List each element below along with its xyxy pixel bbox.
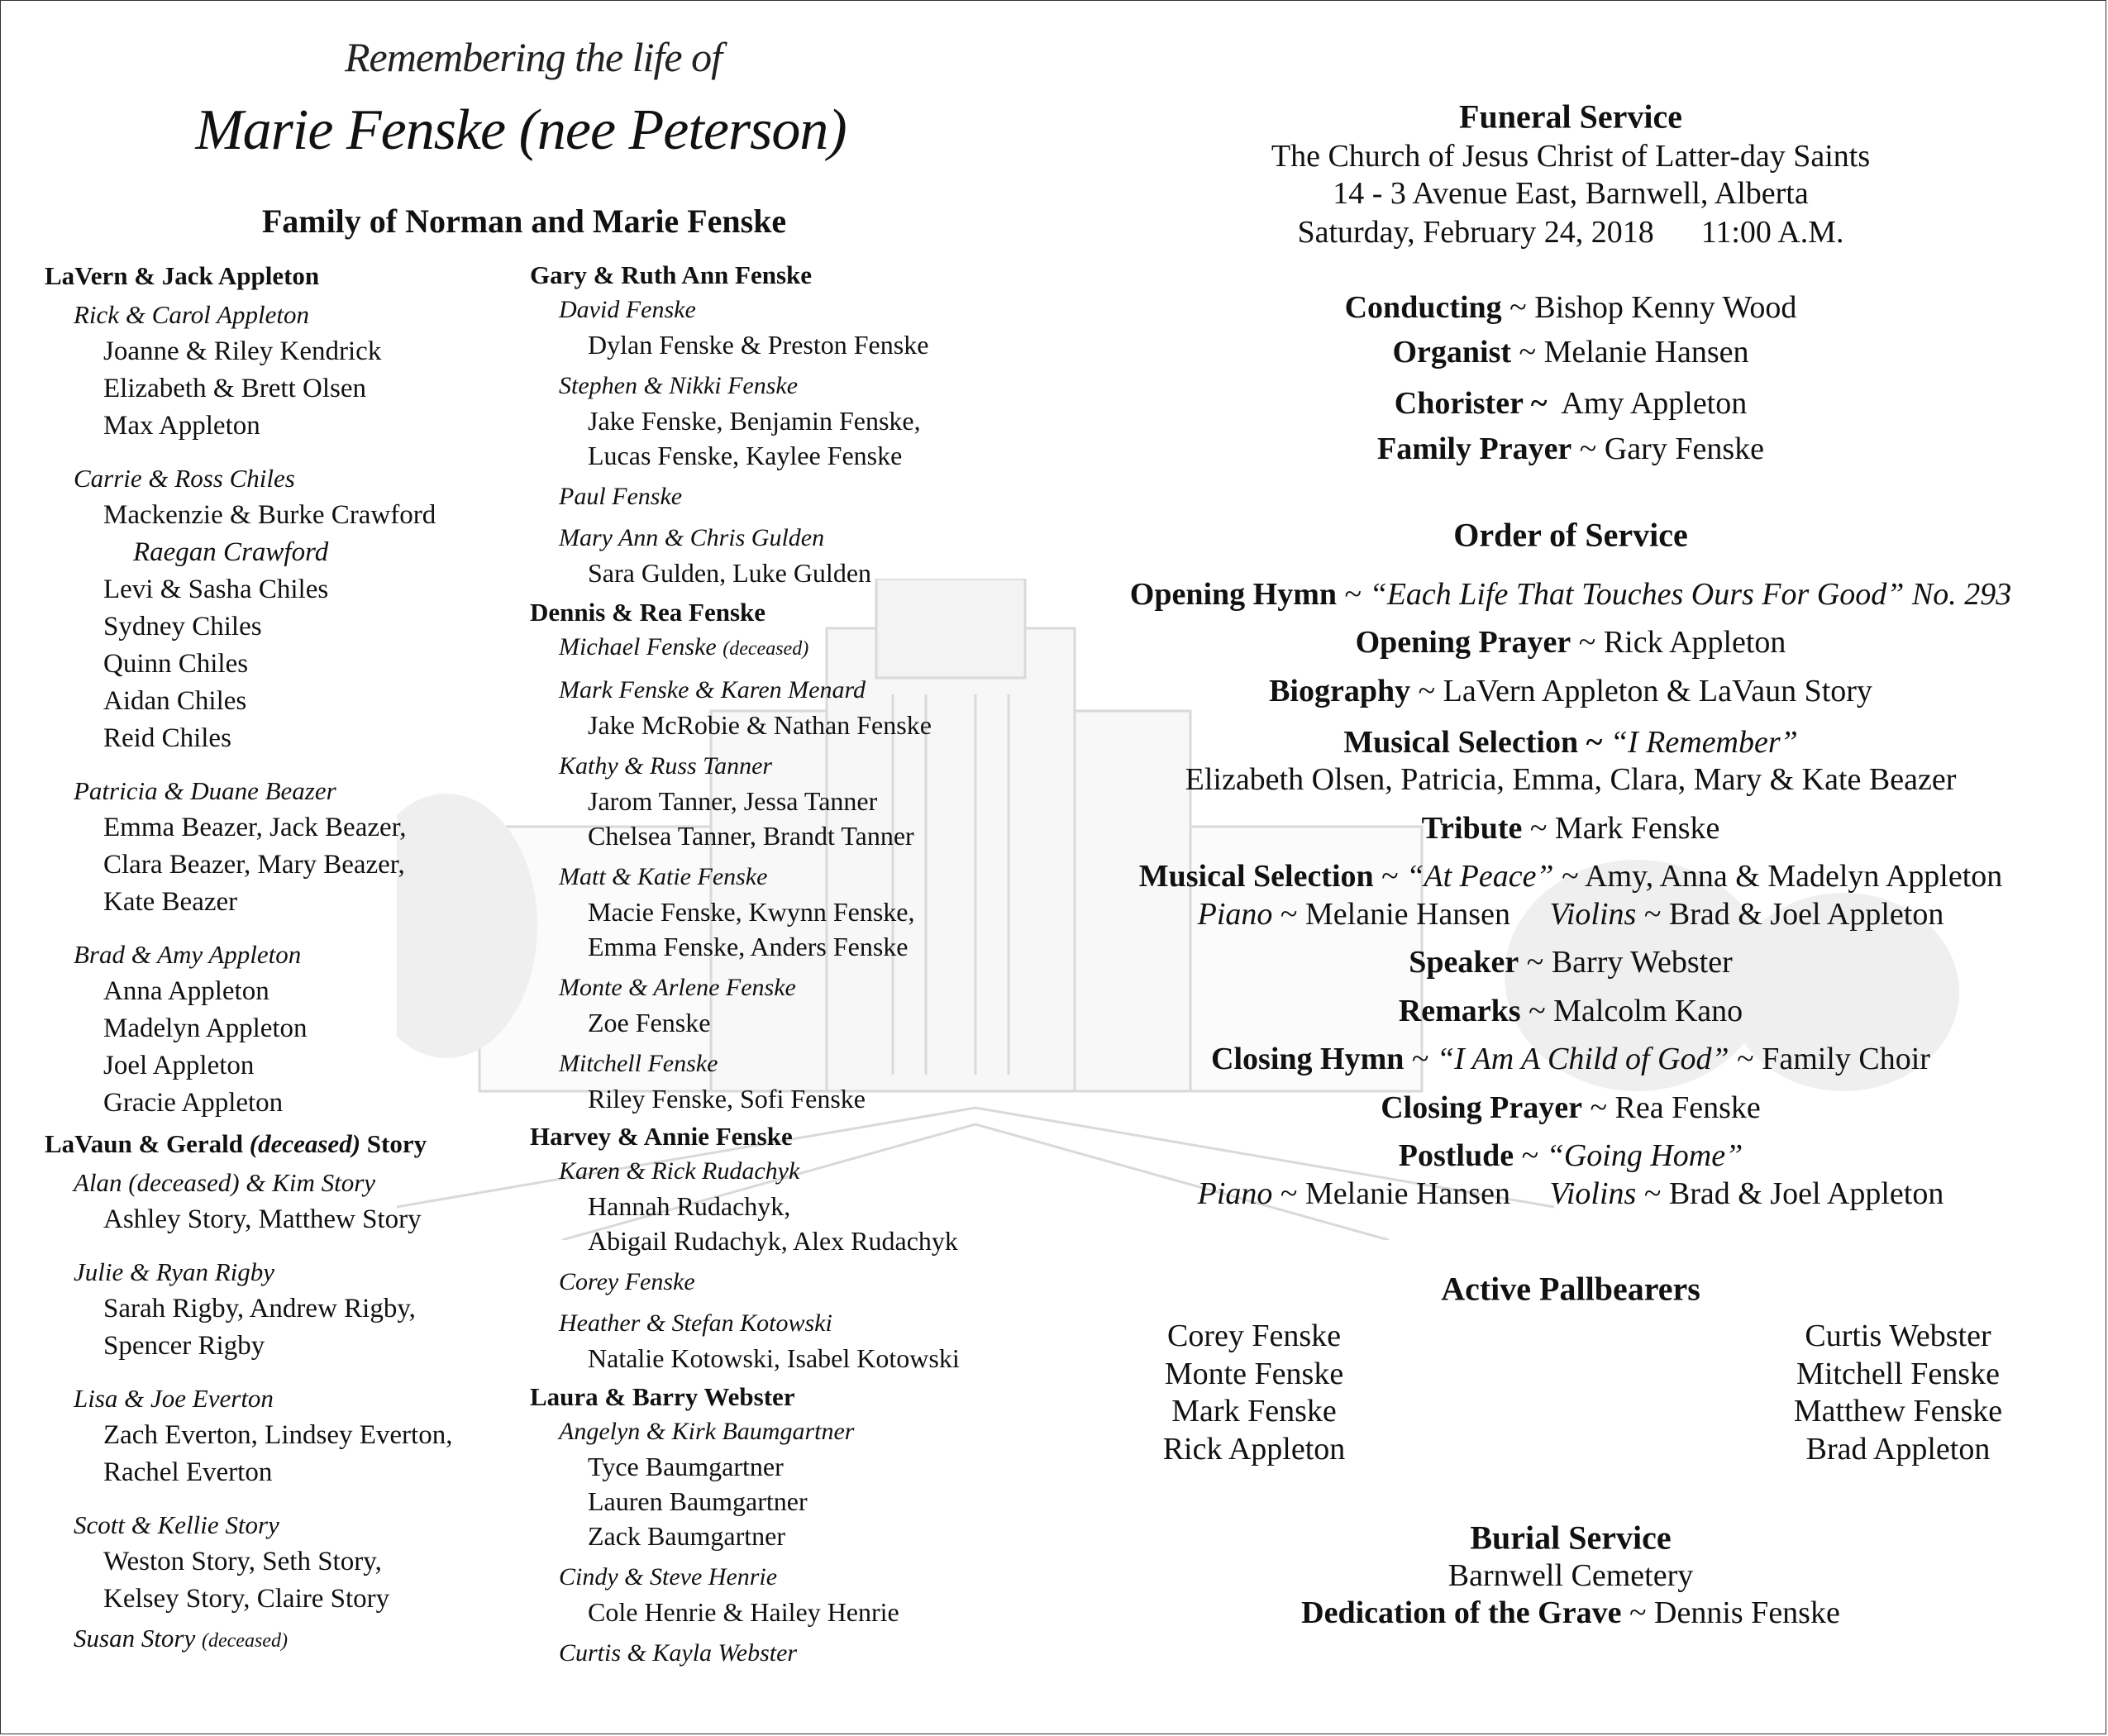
pallbearer-name: Rick Appleton: [1162, 1432, 1346, 1467]
program-text: Elizabeth Olsen, Patricia, Emma, Clara, Mary & Kate Beazer: [1185, 762, 1957, 797]
child-family-label: Mitchell Fenske: [559, 1050, 718, 1077]
program-text: Conducting: [1344, 290, 1502, 325]
child-family-label: Michael Fenske: [559, 633, 717, 661]
child-family-name: [530, 369, 928, 403]
program-text: No. 293: [1904, 577, 2012, 612]
program-line: [1392, 334, 1748, 370]
family-group: [530, 1380, 899, 1671]
program-text: Active Pallbearers: [1441, 1270, 1700, 1308]
child-family-label: David Fenske: [559, 296, 696, 323]
program-line: [1185, 761, 1957, 798]
grandchild-name: Lauren Baumgartner: [588, 1486, 808, 1516]
program-line: [1333, 175, 1808, 212]
family-group-heading: [530, 1119, 960, 1154]
program-text: Remarks: [1398, 994, 1521, 1028]
grandchild-name: Joel Appleton: [103, 1051, 255, 1080]
program-text: Biography: [1269, 674, 1411, 708]
child-family-name: [530, 971, 932, 1005]
program-text: Speaker: [1409, 945, 1519, 980]
grandchild-name: Sydney Chiles: [103, 612, 262, 641]
grandchild-name: Raegan Crawford: [133, 537, 329, 567]
section-heading: [1459, 98, 1682, 136]
program-text: Saturday, February 24, 2018 11:00 A.M.: [1297, 215, 1844, 250]
program-line: [1399, 993, 1743, 1029]
grandchild-name: Dylan Fenske & Preston Fenske: [588, 330, 929, 360]
deceased-note: (deceased): [723, 638, 809, 660]
child-family-label: Mark Fenske & Karen Menard: [559, 676, 866, 703]
program-text: ~ Melanie Hansen: [1272, 897, 1550, 932]
child-family-name: [530, 1265, 960, 1300]
child-family-name: [530, 1560, 899, 1595]
child-family-label: Carrie & Ross Chiles: [74, 464, 295, 493]
grandchild-name: Zoe Fenske: [588, 1008, 711, 1037]
family-group: [45, 1126, 452, 1660]
family-group-heading: [530, 1380, 899, 1414]
grandchild-name: Madelyn Appleton: [103, 1013, 308, 1043]
program-text: “Going Home”: [1546, 1138, 1743, 1173]
grandchild-name: Jarom Tanner, Jessa Tanner: [588, 786, 878, 816]
child-family-label: Lisa & Joe Everton: [74, 1384, 274, 1413]
program-text: ~ Bishop Kenny Wood: [1501, 290, 1797, 325]
child-family-label: Mary Ann & Chris Gulden: [559, 524, 825, 551]
program-line: [1269, 673, 1872, 709]
child-family-name: [530, 860, 932, 894]
program-line: [1377, 431, 1764, 467]
family-group: [530, 1119, 960, 1376]
child-family-name: [530, 749, 932, 784]
grandchild-name: Kate Beazer: [103, 887, 238, 917]
program-text: Amy Appleton: [1547, 386, 1748, 421]
grandchild-name: Spencer Rigby: [103, 1331, 265, 1361]
pallbearer-name: Brad Appleton: [1805, 1432, 1991, 1467]
child-family-name: [530, 479, 928, 514]
program-line: [1211, 1041, 1930, 1077]
program-text: Funeral Service: [1459, 98, 1682, 136]
program-text: Dedication of the Grave: [1301, 1595, 1622, 1630]
family-group: [45, 258, 436, 1122]
program-text: ~: [1514, 1138, 1547, 1173]
pallbearer-name: Matthew Fenske: [1793, 1394, 2003, 1428]
grandchild-name: Rachel Everton: [103, 1457, 273, 1487]
grandchild-name: Kelsey Story, Claire Story: [103, 1584, 390, 1614]
grandchild-name: Levi & Sasha Chiles: [103, 575, 329, 604]
grandchild-name: Chelsea Tanner, Brandt Tanner: [588, 821, 914, 851]
program-text: Piano: [1197, 1176, 1273, 1211]
grandchild-name: Abigail Rudachyk, Alex Rudachyk: [588, 1226, 958, 1256]
family-group-heading: [45, 1126, 452, 1162]
program-line: [1422, 810, 1720, 847]
child-family-name: [530, 1306, 960, 1341]
grandchild-name: Jake Fenske, Benjamin Fenske,: [588, 406, 921, 436]
program-line: [1198, 896, 1944, 932]
child-family-name: [530, 630, 932, 666]
program-text: Barnwell Cemetery: [1447, 1558, 1694, 1593]
heading-part: Laura & Barry Webster: [530, 1382, 795, 1411]
grandchild-name: Hannah Rudachyk,: [588, 1191, 791, 1221]
child-family-name: [530, 293, 928, 327]
program-text: Order of Service: [1453, 516, 1688, 554]
child-family-label: Matt & Katie Fenske: [559, 863, 768, 890]
child-family-name: [530, 1047, 932, 1081]
pallbearer-name: Curtis Webster: [1805, 1319, 1991, 1353]
grandchild-name: Jake McRobie & Nathan Fenske: [588, 710, 932, 740]
program-line: [1297, 214, 1843, 250]
grandchild-name: Mackenzie & Burke Crawford: [103, 500, 436, 530]
grandchild-name: Elizabeth & Brett Olsen: [103, 374, 366, 403]
program-text: Family Prayer: [1377, 432, 1572, 466]
family-group-heading: [530, 258, 928, 293]
program-text: “Each Life That Touches Ours For Good”: [1369, 577, 1905, 612]
heading-part: (deceased): [249, 1129, 361, 1158]
section-heading: [1441, 1270, 1700, 1309]
pallbearer-name: Corey Fenske: [1166, 1319, 1342, 1353]
child-family-label: Rick & Carol Appleton: [74, 300, 309, 329]
program-line: [1395, 385, 1747, 422]
child-family-name: [530, 1414, 899, 1449]
program-text: ~ Gary Fenske: [1571, 432, 1764, 466]
grandchild-name: Natalie Kotowski, Isabel Kotowski: [588, 1343, 960, 1373]
program-text: ~ Mark Fenske: [1522, 811, 1720, 846]
program-text: Musical Selection ~: [1343, 725, 1610, 760]
heading-part: LaVern & Jack Appleton: [45, 261, 320, 290]
deceased-note: (deceased): [202, 1630, 288, 1652]
program-text: Violins: [1549, 1176, 1637, 1211]
program-line: [1381, 1090, 1761, 1126]
pallbearer-name: Mitchell Fenske: [1796, 1357, 2000, 1391]
program-text: ~ Brad & Joel Appleton: [1636, 897, 1944, 932]
grandchild-name: Quinn Chiles: [103, 649, 249, 679]
child-family-name: [45, 936, 436, 973]
memorial-subtitle: Remembering the life of: [344, 34, 723, 80]
grandchild-name: Joanne & Riley Kendrick: [103, 336, 382, 366]
grandchild-name: Sara Gulden, Luke Gulden: [588, 558, 872, 588]
program-text: ~ Melanie Hansen: [1511, 335, 1749, 370]
program-text: 14 - 3 Avenue East, Barnwell, Alberta: [1333, 176, 1809, 211]
child-family-label: Brad & Amy Appleton: [74, 940, 302, 969]
child-family-name: [45, 460, 436, 497]
child-family-label: Curtis & Kayla Webster: [559, 1639, 798, 1667]
program-text: ~ Rick Appleton: [1571, 625, 1786, 660]
child-family-name: [45, 1253, 452, 1290]
grandchild-name: Clara Beazer, Mary Beazer,: [103, 850, 405, 880]
child-family-label: Corey Fenske: [559, 1268, 695, 1295]
deceased-name-title: Marie Fenske (nee Peterson): [195, 98, 847, 162]
program-line: [1198, 1176, 1944, 1212]
program-text: ~ Dennis Fenske: [1621, 1595, 1840, 1630]
child-family-name: [45, 1506, 452, 1543]
program-text: Postlude: [1398, 1138, 1514, 1173]
child-family-label: Patricia & Duane Beazer: [74, 776, 336, 805]
child-family-label: Karen & Rick Rudachyk: [559, 1157, 800, 1185]
grandchild-name: Zach Everton, Lindsey Everton,: [103, 1420, 453, 1450]
program-line: [1139, 858, 2003, 894]
section-heading: [1470, 1519, 1671, 1557]
family-group: [530, 595, 932, 1116]
program-text: ~: [1337, 577, 1370, 612]
grandchild-name: Tyce Baumgartner: [588, 1452, 784, 1481]
heading-part: Harvey & Annie Fenske: [530, 1122, 793, 1151]
program-text: ~ LaVern Appleton & LaVaun Story: [1410, 674, 1872, 708]
program-text: Violins: [1549, 897, 1637, 932]
grandchild-name: Max Appleton: [103, 411, 260, 441]
program-line: [1345, 289, 1797, 326]
program-text: “At Peace”: [1406, 859, 1554, 894]
program-line: [1301, 1595, 1840, 1631]
family-heading: Family of Norman and Marie Fenske: [261, 203, 787, 240]
program-text: ~ Brad & Joel Appleton: [1636, 1176, 1944, 1211]
program-text: Chorister ~: [1394, 386, 1548, 421]
child-family-name: [45, 296, 436, 333]
program-text: Closing Hymn: [1211, 1042, 1405, 1076]
child-family-label: Angelyn & Kirk Baumgartner: [559, 1418, 855, 1445]
program-line: [1399, 1137, 1743, 1174]
grandchild-name: Emma Beazer, Jack Beazer,: [103, 813, 407, 842]
pallbearer-name: Mark Fenske: [1171, 1394, 1337, 1428]
program-text: ~: [1373, 859, 1407, 894]
program-line: [1130, 576, 2011, 613]
child-family-name: [45, 1380, 452, 1417]
program-line: [1409, 944, 1732, 980]
program-text: Opening Prayer: [1355, 625, 1571, 660]
heading-part: Dennis & Rea Fenske: [530, 598, 766, 627]
child-family-name: [530, 521, 928, 556]
grandchild-name: Sarah Rigby, Andrew Rigby,: [103, 1294, 416, 1323]
program-text: Piano: [1197, 897, 1273, 932]
child-family-name: [530, 1154, 960, 1189]
child-family-label: Susan Story: [74, 1624, 196, 1653]
grandchild-name: Lucas Fenske, Kaylee Fenske: [588, 441, 903, 470]
program-line: [1448, 1557, 1694, 1594]
program-text: Closing Prayer: [1381, 1090, 1582, 1125]
child-family-label: Alan (deceased) & Kim Story: [74, 1168, 376, 1197]
child-family-label: Julie & Ryan Rigby: [74, 1257, 275, 1286]
program-line: [1271, 138, 1870, 174]
family-group-heading: [530, 595, 932, 630]
grandchild-name: Weston Story, Seth Story,: [103, 1547, 382, 1576]
family-group-heading: [45, 258, 436, 294]
grandchild-name: Aidan Chiles: [103, 686, 247, 716]
program-text: ~ Malcolm Kano: [1520, 994, 1743, 1028]
section-heading: [1453, 516, 1688, 555]
child-family-name: [45, 1619, 452, 1660]
child-family-name: [45, 1164, 452, 1201]
grandchild-name: Riley Fenske, Sofi Fenske: [588, 1084, 866, 1114]
heading-part: Gary & Ruth Ann Fenske: [530, 260, 813, 289]
program-text: ~ Rea Fenske: [1582, 1090, 1761, 1125]
child-family-name: [45, 772, 436, 809]
heading-part: LaVaun & Gerald: [45, 1129, 250, 1158]
grandchild-name: Ashley Story, Matthew Story: [103, 1204, 422, 1234]
child-family-label: Heather & Stefan Kotowski: [559, 1309, 832, 1337]
program-text: ~ Barry Webster: [1519, 945, 1733, 980]
child-family-label: Paul Fenske: [559, 483, 683, 510]
grandchild-name: Reid Chiles: [103, 723, 231, 753]
child-family-label: Monte & Arlene Fenske: [559, 974, 796, 1001]
program-text: Opening Hymn: [1129, 577, 1338, 612]
heading-part: Story: [360, 1129, 427, 1158]
program-text: ~ Family Choir: [1729, 1042, 1930, 1076]
grandchild-name: Cole Henrie & Hailey Henrie: [588, 1597, 899, 1627]
grandchild-name: Gracie Appleton: [103, 1088, 284, 1118]
program-line: [1356, 624, 1786, 661]
program-text: Tribute: [1421, 811, 1523, 846]
program-text: Organist: [1392, 335, 1512, 370]
child-family-name: [530, 1636, 899, 1671]
program-text: “I Remember”: [1610, 725, 1798, 760]
grandchild-name: Anna Appleton: [103, 976, 269, 1006]
child-family-label: Stephen & Nikki Fenske: [559, 372, 799, 399]
grandchild-name: Zack Baumgartner: [588, 1521, 785, 1551]
grandchild-name: Macie Fenske, Kwynn Fenske,: [588, 897, 915, 927]
program-text: ~ Amy, Anna & Madelyn Appleton: [1553, 859, 2003, 894]
child-family-label: Kathy & Russ Tanner: [559, 752, 773, 780]
program-line: [1343, 724, 1798, 761]
pallbearer-name: Monte Fenske: [1164, 1357, 1344, 1391]
program-text: Musical Selection: [1138, 859, 1374, 894]
family-group: [530, 258, 928, 590]
child-family-name: [530, 673, 932, 708]
child-family-label: Scott & Kellie Story: [74, 1510, 279, 1539]
program-text: Burial Service: [1470, 1519, 1672, 1557]
child-family-label: Cindy & Steve Henrie: [559, 1563, 778, 1591]
program-text: The Church of Jesus Christ of Latter-day Saints: [1271, 139, 1871, 174]
grandchild-name: Emma Fenske, Anders Fenske: [588, 932, 909, 961]
program-text: ~: [1404, 1042, 1437, 1076]
program-text: ~ Melanie Hansen: [1272, 1176, 1550, 1211]
program-text: “I Am A Child of God”: [1436, 1042, 1729, 1076]
